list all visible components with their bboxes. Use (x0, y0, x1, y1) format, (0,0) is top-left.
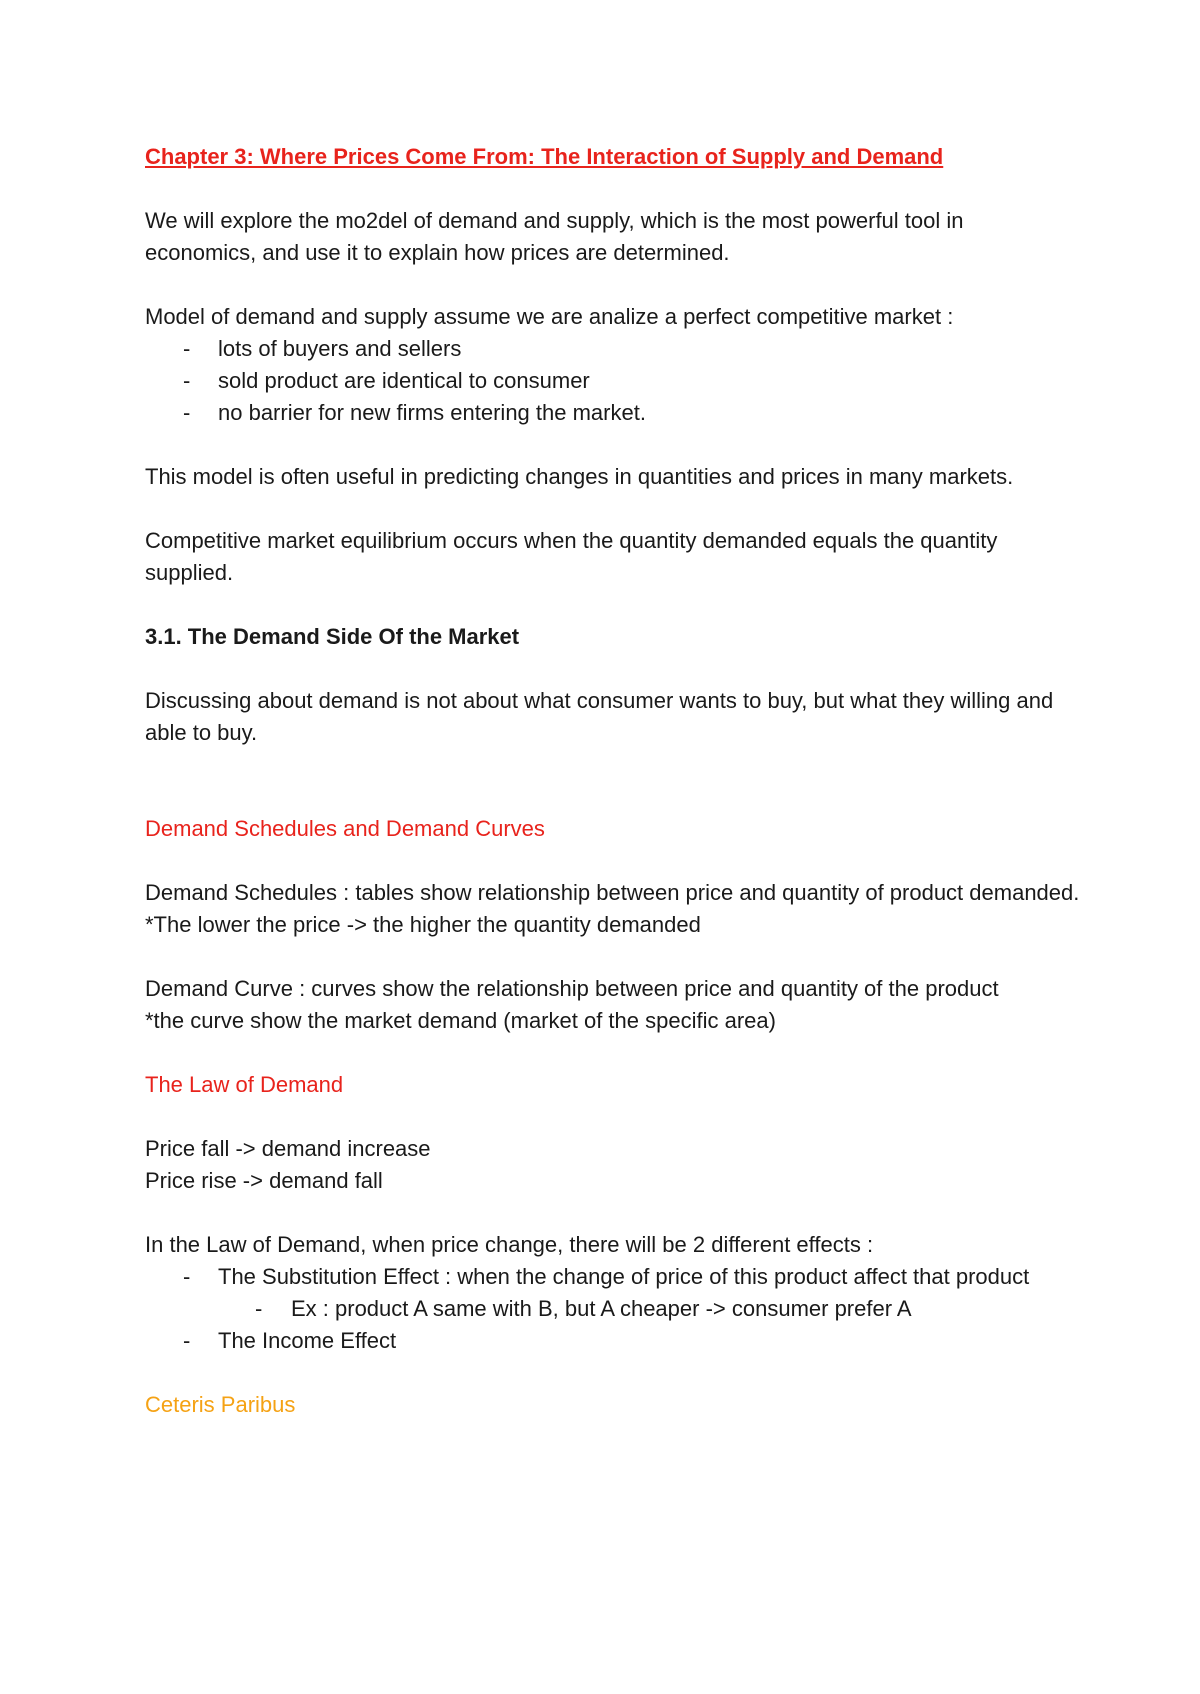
chapter-title: Chapter 3: Where Prices Come From: The Interaction of Supply and Demand (145, 144, 944, 169)
list-item: - sold product are identical to consumer (145, 365, 1080, 397)
assumption-list (145, 333, 1080, 429)
demand-schedules-definition: Demand Schedules : tables show relationship between price and quantity of product demanded. (145, 880, 1080, 905)
ceteris-paribus-heading: Ceteris Paribus (145, 1392, 296, 1417)
demand-side-paragraph: Discussing about demand is not about what consumer wants to buy, but what they willing and able to buy. (145, 688, 1054, 745)
demand-schedules-note: *The lower the price -> the higher the quantity demanded (145, 912, 701, 937)
demand-curve-note: *the curve show the market demand (market of the specific area) (145, 1008, 776, 1033)
list-item: - The Substitution Effect : when the change of price of this product affect that product (145, 1261, 1080, 1293)
law-line-price-fall: Price fall -> demand increase (145, 1136, 431, 1161)
law-of-demand-heading: The Law of Demand (145, 1072, 344, 1097)
effects-list-continued (145, 1325, 1080, 1357)
model-usefulness-paragraph: This model is often useful in predicting changes in quantities and prices in many markets. (145, 464, 1014, 489)
substitution-example-list (145, 1293, 1080, 1325)
effects-list (145, 1261, 1080, 1293)
intro-paragraph: We will explore the mo2del of demand and supply, which is the most powerful tool in economics, and use it to explain how prices are determined. (145, 208, 964, 265)
list-item: - lots of buyers and sellers (145, 333, 1080, 365)
effects-lead: In the Law of Demand, when price change, there will be 2 different effects : (145, 1232, 874, 1257)
section-heading-3-1: 3.1. The Demand Side Of the Market (145, 624, 520, 649)
list-item: - Ex : product A same with B, but A cheaper -> consumer prefer A (145, 1293, 1080, 1325)
demand-curve-definition: Demand Curve : curves show the relationship between price and quantity of the product (145, 976, 999, 1001)
list-item: - no barrier for new firms entering the market. (145, 397, 1080, 429)
list-item: - The Income Effect (145, 1325, 1080, 1357)
law-line-price-rise: Price rise -> demand fall (145, 1168, 383, 1193)
model-assumption-lead: Model of demand and supply assume we are analize a perfect competitive market : (145, 304, 954, 329)
equilibrium-paragraph: Competitive market equilibrium occurs when the quantity demanded equals the quantity supplied. (145, 528, 998, 585)
demand-schedules-heading: Demand Schedules and Demand Curves (145, 816, 545, 841)
